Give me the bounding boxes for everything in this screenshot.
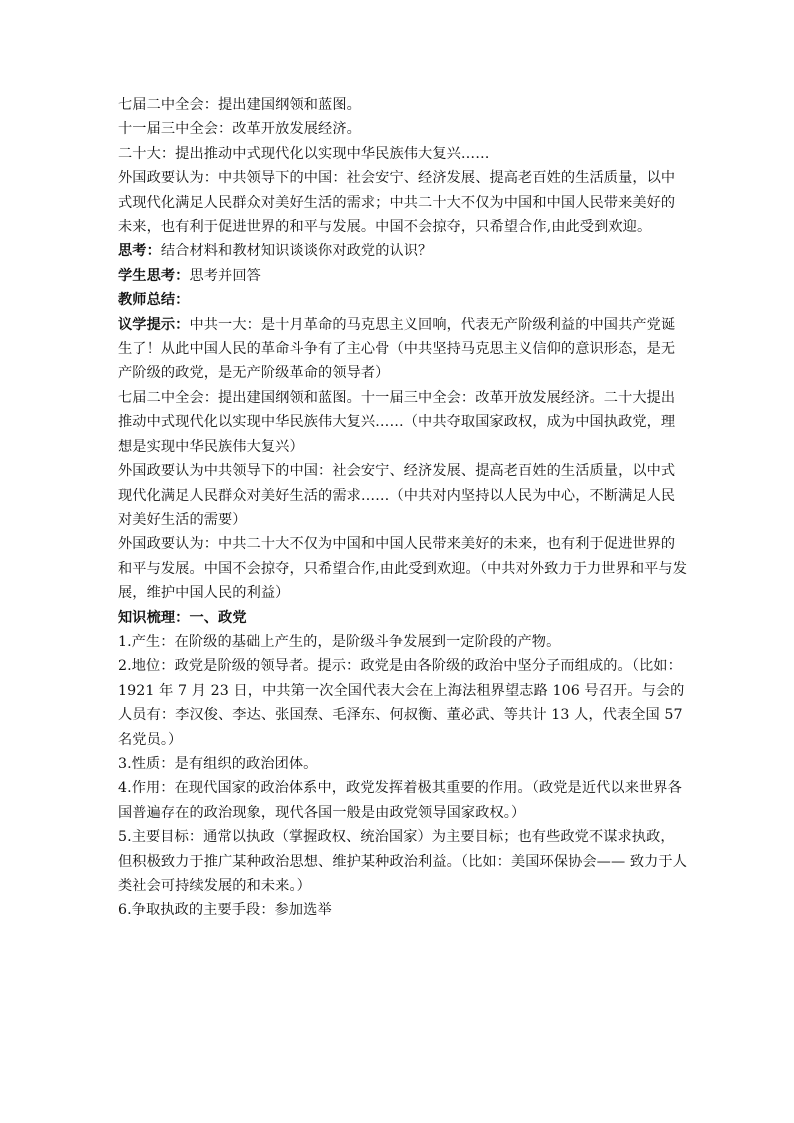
knowledge-section-title: 一、政党 — [189, 609, 247, 626]
intro-foreign-view: 外国政要认为：中共领导下的中国：社会安宁、经济发展、提高老百姓的生活质量，以中式现代化满足人民群众对美好生活的需求；中共二十大不仅为中国和中国人民带来美好的未来，也有利于促进世界的和平与发展。中国不会掠夺，只希望合作,由此受到欢迎。 — [118, 170, 676, 236]
prompt-paragraph-1 — [118, 313, 688, 386]
intro-line-2: 十一届三中全会：改革开放发展经济。 — [118, 121, 361, 138]
knowledge-item-5: 5.主要目标：通常以执政（掌握政权、统治国家）为主要目标；也有些政党不谋求执政，但积极致力于推广某种政治思想、维护某种政治利益。（比如：美国环保协会—— 致力于人类社会可持续发展的和未来。） — [118, 829, 688, 894]
prompt-paragraph-4: 外国政要认为：中共二十大不仅为中国和中国人民带来美好的未来，也有利于促进世界的和平与发展。中国不会掠夺，只希望合作,由此受到欢迎。（中共对外致力于力世界和平与发展，维护中国人民的利益） — [118, 536, 688, 602]
knowledge-item-3: 3.性质：是有组织的政治团体。 — [118, 755, 318, 772]
think-paragraph — [118, 239, 688, 263]
teacher-summary-heading: 教师总结： — [118, 292, 190, 309]
knowledge-item-4: 4.作用：在现代国家的政治体系中，政党发挥着极其重要的作用。（政党是近代以来世界各国普遍存在的政治现象，现代各国一般是由政党领导国家政权。） — [118, 780, 682, 821]
knowledge-item-1: 1.产生：在阶级的基础上产生的，是阶级斗争发展到一定阶段的产物。 — [118, 633, 561, 650]
student-label: 学生思考： — [118, 267, 190, 284]
knowledge-heading — [118, 606, 688, 630]
document-body — [118, 93, 688, 923]
student-paragraph — [118, 264, 688, 288]
think-text: 结合材料和教材知识谈谈你对政党的认识？ — [160, 243, 433, 260]
prompt-text-1: 中共一大：是十月革命的马克思主义回响，代表无产阶级利益的中国共产党诞生了！从此中国人民的革命斗争有了主心骨（中共坚持马克思主义信仰的意识形态，是无产阶级的政党，是无产阶级革命的领导者） — [118, 316, 676, 382]
prompt-label: 议学提示： — [118, 316, 190, 333]
prompt-paragraph-2: 七届二中全会：提出建国纲领和蓝图。十一届三中全会：改革开放发展经济。二十大提出推动中式现代化以实现中华民族伟大复兴……（中共夺取国家政权，成为中国执政党，理想是实现中华民族伟大复兴） — [118, 389, 676, 455]
intro-line-3: 二十大：提出推动中式现代化以实现中华民族伟大复兴…… — [118, 145, 490, 162]
knowledge-label: 知识梳理： — [118, 609, 190, 626]
knowledge-item-2: 2.地位：政党是阶级的领导者。提示：政党是由各阶级的政治中坚分子而组成的。（比如：1921 年 7 月 23 日，中共第一次全国代表大会在上海法租界望志路 106 号召开。与会的人员有：李汉俊、李达、张国焘、毛泽东、何叔衡、董必武、等共计 13 人，代表全国 57 名党员。） — [118, 658, 685, 748]
prompt-paragraph-3: 外国政要认为中共领导下的中国：社会安宁、经济发展、提高老百姓的生活质量，以中式现代化满足人民群众对美好生活的需求……（中共对内坚持以人民为中心，不断满足人民对美好生活的需要） — [118, 463, 676, 528]
think-label: 思考： — [118, 243, 161, 260]
knowledge-item-6: 6.争取执政的主要手段：参加选举 — [118, 902, 332, 919]
student-text: 思考并回答 — [189, 267, 261, 284]
intro-line-1: 七届二中全会：提出建国纲领和蓝图。 — [118, 97, 361, 113]
